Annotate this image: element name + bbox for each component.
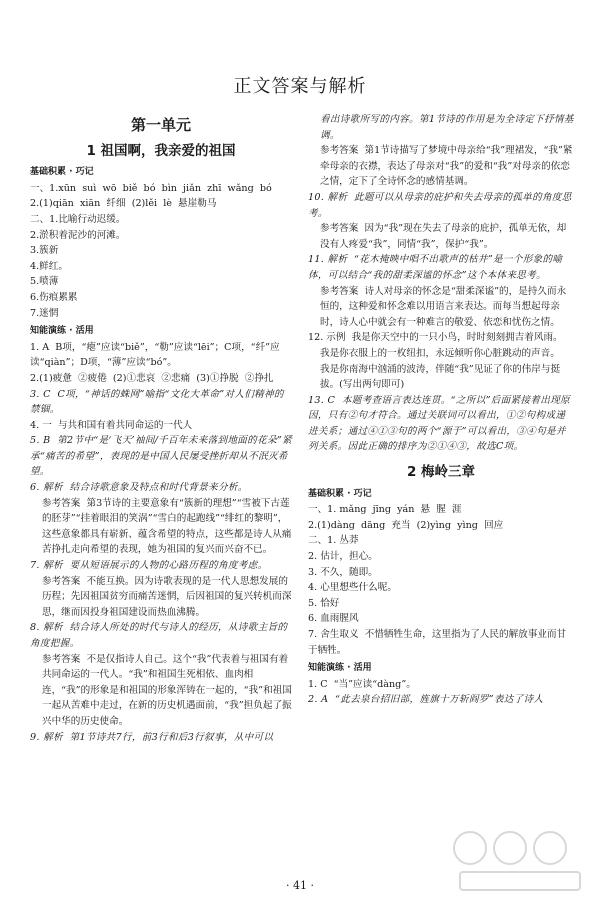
answer-line: 二、1.比喻行动迟缓。 — [30, 213, 126, 225]
left-basic-list — [30, 181, 292, 321]
answer-line: 1. C “当”应读“dàng”。 — [308, 678, 416, 690]
answer-line: 4. 一 与共和国有着共同命运的一代人 — [30, 419, 193, 431]
page-number: · 41 · — [286, 879, 314, 892]
answer-line: 3. 不久，随即。 — [308, 566, 378, 578]
answer-line: 10. 解析 此题可以从母亲的庇护和失去母亲的孤单的角度思考。 — [308, 191, 572, 219]
answer-line: 4. 心里想些什么呢。 — [308, 582, 397, 594]
answer-line: 4.鲜红。 — [30, 260, 68, 272]
right-practice-list — [308, 677, 574, 708]
answer-line: 参考答案 诗人对母亲的怀念是“甜柔深谧”的，是持久而永恒的，这种爱和怀念难以用语言来表达。而每当想起母亲时，诗人心中就会有一种难言的敬爱、依恋和忧伤之情。 — [320, 285, 567, 328]
answer-line: 参考答案 因为“我”现在失去了母亲的庇护，孤单无依，却没有人疼爱“我”，同情“我”，保护“我”。 — [320, 223, 567, 250]
answer-line: 参考答案 第1节诗描写了梦境中母亲给“我”理裙发，“我”紧牵母亲的衣襟，表达了母亲对“我”的爱和“我”对母亲的依恋之情，定下了全诗怀念的感情基调。 — [320, 145, 573, 188]
answer-line: 7. 解析 要从短语展示的人物的心路历程的角度考虑。 — [30, 560, 268, 572]
right-column — [308, 112, 574, 708]
answer-line: 2.(1)qiān xiān 纤细 (2)lěi lè 悬崖勒马 — [30, 198, 217, 210]
unit-title: 第一单元 — [130, 116, 191, 134]
answer-line: 2. 估计，担心。 — [308, 551, 378, 563]
answer-line: 我是你南海中汹涌的波涛，伴随“我”见证了你的伟岸与挺拔。(写出两句即可) — [320, 363, 561, 391]
answer-line: 6. 解析 结合诗歌意象及特点和时代背景来分析。 — [30, 482, 248, 494]
lesson-1-title: 1 祖国啊，我亲爱的祖国 — [86, 142, 236, 159]
answer-line: 5. 恰好 — [308, 597, 340, 609]
answer-line: 看出诗歌所写的内容。第1节诗的作用是为全诗定下抒情基调。 — [320, 114, 574, 141]
answer-line: 3. C C项，“神话的蛛网”喻指“文化大革命”对人们精神的禁锢。 — [30, 388, 284, 416]
answer-line: 二、1. 丛莽 — [308, 535, 359, 547]
right-answer-list — [308, 112, 574, 455]
answer-line: 5.喷薄 — [30, 276, 59, 288]
page-title: 正文答案与解析 — [233, 76, 367, 97]
section-basic-accumulation: 基础积累 · 巧记 — [30, 167, 94, 178]
answer-line: 11. 解析 “花木掩映中唱不出歌声的枯井”是一个形象的喻体，可以结合“我的甜柔深谧的怀念”这个本体来思考。 — [308, 254, 563, 281]
answer-line: 2.(1)疲惫 ②疲倦 (2)①悲哀 ②悲痛 (3)①挣脱 ②挣扎 — [30, 372, 274, 384]
answer-line: 3.簇新 — [30, 245, 59, 257]
answer-line: 2.(1)dàng dāng 充当 (2)yìng yìng 回应 — [308, 519, 504, 531]
answer-line: 7.迷惘 — [30, 307, 59, 319]
answer-line: 1. A B项，“瘪”应读“biě”，“勒”应读“lēi”；C项，“纤”应读“qiàn”；D项，“薄”应读“bó”。 — [30, 341, 280, 369]
answer-line: 12. 示例 我是你天空中的一只小鸟，时时刻刻拥吉着风雨。 — [308, 332, 563, 344]
answer-line: 8. 解析 结合诗人所处的时代与诗人的经历，从诗歌主旨的角度把握。 — [30, 622, 288, 649]
answer-line: 6. 血雨腥风 — [308, 613, 359, 625]
section-practice: 知能演练 · 活用 — [308, 663, 372, 674]
answer-line: 6.伤痕累累 — [30, 291, 78, 303]
answer-line: 7. 舍生取义 不惜牺牲生命，这里指为了人民的解放事业而甘于牺牲。 — [308, 629, 567, 656]
answer-line: 我是你衣服上的一枚纽扣，永远倾听你心脏跳动的声音。 — [320, 347, 560, 359]
lesson-2-title: 2 梅岭三章 — [406, 464, 476, 481]
answer-line: 一、1. mǎng jīng yán 悬 腥 涯 — [308, 504, 462, 516]
answer-line: 2. A “此去泉台招旧部，旌旗十万斩阎罗”表达了诗人 — [308, 694, 544, 706]
answer-line: 13. C 本题考查语言表达连贯。“之所以”后面紧接着出现原因，只有②句才符合。通过关联词可以看出，①②句构成递进关系；通过④①③句的两个“源于”可以看出，③④句是并列关系。因此正确的排序为②①④③，故选C项。 — [308, 394, 570, 453]
answer-line: 参考答案 第3节诗的主要意象有“簇新的理想”“雪被下古莲的胚芽”“挂着眼泪的笑涡”“雪白的起跑线”“绯红的黎明”，这些意象都具有崭新、蕴含希望的特点，这些都是诗人从痛苦挣扎走向希望的表现，她为祖国的复兴而兴奋不已。 — [42, 497, 292, 556]
left-column — [30, 112, 292, 745]
answer-line: 5. B 第2节中“是‘飞天’袖间/千百年未来落到地面的花朵”紧承“痛苦的希望”，表现的是中国人民屡受挫折却从不泯灭希望。 — [30, 435, 292, 478]
answer-line: 9. 解析 第1节诗共7行，前3行和后3行叙事，从中可以 — [30, 731, 274, 743]
section-basic-accumulation: 基础积累 · 巧记 — [308, 488, 372, 499]
answer-line: 参考答案 不能互换。因为诗歌表现的是一代人思想发展的历程；先因祖国贫穷而痛苦迷惘，后因祖国的复兴转机而深思，继而因投身祖国建设而热血沸腾。 — [42, 575, 292, 618]
answer-line: 参考答案 不是仅指诗人自己。这个“我”代表着与祖国有着共同命运的一代人。“我”和祖国生死相依、血肉相连，“我”的形象是和祖国的形象浑铸在一起的，“我”和祖国一起从苦难中走过，在新的历史机遇面前，“我”担负起了振兴中华的历史使命。 — [42, 653, 292, 727]
answer-line: 2.淤积着泥沙的河滩。 — [30, 229, 126, 241]
answer-line: 一、1.xūn suì wō biě bó bìn jiǎn zhī wǎng bó — [30, 182, 272, 194]
section-practice: 知能演练 · 活用 — [30, 326, 94, 337]
left-practice-list — [30, 340, 292, 745]
right-basic-list — [308, 502, 574, 658]
